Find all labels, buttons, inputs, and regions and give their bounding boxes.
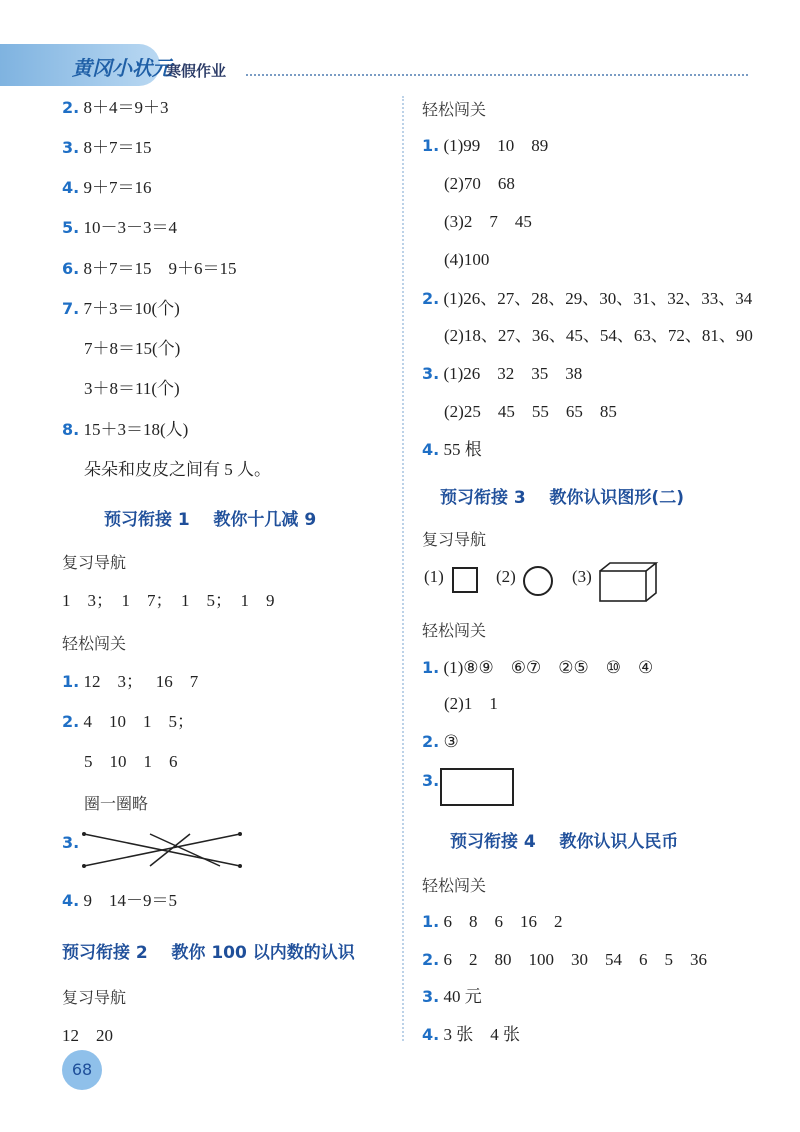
money-answer-4: 4. 3 张 4 张 [422, 1025, 520, 1044]
cuboid-side-face [646, 563, 656, 601]
easy-heading-1: 轻松闯关 [62, 634, 127, 653]
cuboid-shape [598, 561, 660, 603]
answer-7-line3: 3＋8＝11(个) [84, 379, 180, 398]
shape-answer-1-line2: (2)1 1 [444, 694, 498, 713]
shape-answer-2: 2. ③ [422, 732, 459, 751]
right-answer-1: 1. (1)99 10 89 [422, 136, 549, 155]
header-dotted-rule [246, 74, 748, 76]
easy-heading-3: 轻松闯关 [422, 621, 487, 640]
right-answer-1-line3: (3)2 7 45 [444, 212, 532, 231]
match-dot [238, 832, 242, 836]
match-dot [82, 864, 86, 868]
section-title-3: 预习衔接 3 教你认识图形(二) [440, 488, 684, 508]
match-dot [82, 832, 86, 836]
shape-label-3: (3) [572, 567, 592, 586]
money-answer-2: 2. 6 2 80 100 30 54 6 5 36 [422, 950, 707, 969]
review-answer-1: 1 3； 1 7； 1 5； 1 9 [62, 591, 275, 610]
easy-heading-0: 轻松闯关 [422, 100, 487, 119]
answer-2: 2. 8＋4＝9＋3 [62, 98, 169, 117]
matching-lines-figure [80, 826, 250, 872]
shape-answer-3: 3. [422, 771, 440, 790]
easy1-answer-4: 4. 9 14－9＝5 [62, 891, 177, 910]
circle-shape [523, 566, 553, 596]
page-number: 68 [62, 1050, 102, 1090]
section-title-1: 预习衔接 1 教你十几减 9 [104, 510, 317, 530]
answer-8-line2: 朵朵和皮皮之间有 5 人。 [84, 460, 271, 479]
answer-7-line2: 7＋8＝15(个) [84, 339, 181, 358]
shape-label-1: (1) [424, 567, 444, 586]
easy1-answer-2-line2: 5 10 1 6 [84, 752, 178, 771]
easy1-answer-3: 3. [62, 833, 80, 852]
section-title-2: 预习衔接 2 教你 100 以内数的认识 [62, 943, 355, 963]
right-answer-2: 2. (1)26、27、28、29、30、31、32、33、34 [422, 289, 753, 308]
answer-8: 8. 15＋3＝18(人) [62, 420, 189, 439]
shape-label-2: (2) [496, 567, 516, 586]
shape-answer-1: 1. (1)⑧⑨ ⑥⑦ ②⑤ ⑩ ④ [422, 658, 654, 677]
money-answer-3: 3. 40 元 [422, 987, 482, 1006]
money-answer-1: 1. 6 8 6 16 2 [422, 912, 563, 931]
review-heading-1: 复习导航 [62, 553, 127, 572]
right-answer-2-line2: (2)18、27、36、45、54、63、72、81、90 [444, 326, 753, 345]
header-subtitle: 寒假作业 [166, 62, 227, 80]
right-answer-3-line2: (2)25 45 55 65 85 [444, 402, 617, 421]
review-heading-2: 复习导航 [62, 988, 127, 1007]
square-shape [452, 567, 478, 593]
right-answer-4: 4. 55 根 [422, 440, 482, 459]
rectangle-shape [440, 768, 514, 806]
easy-heading-4: 轻松闯关 [422, 876, 487, 895]
easy1-answer-1: 1. 12 3； 16 7 [62, 672, 199, 691]
answer-5: 5. 10－3－3＝4 [62, 218, 177, 237]
easy1-answer-2-note: 圈一圈略 [84, 794, 149, 813]
right-answer-1-line2: (2)70 68 [444, 174, 515, 193]
answer-3: 3. 8＋7＝15 [62, 138, 152, 157]
match-dot [238, 864, 242, 868]
answer-7: 7. 7＋3＝10(个) [62, 299, 180, 318]
right-answer-3: 3. (1)26 32 35 38 [422, 364, 583, 383]
right-answer-1-line4: (4)100 [444, 250, 490, 269]
column-divider [402, 96, 404, 1041]
answer-6: 6. 8＋7＝15 9＋6＝15 [62, 259, 237, 278]
answer-4: 4. 9＋7＝16 [62, 178, 152, 197]
cuboid-top-face [600, 563, 656, 571]
section-title-4: 预习衔接 4 教你认识人民币 [450, 832, 679, 852]
review-heading-3: 复习导航 [422, 530, 487, 549]
review-answer-2: 12 20 [62, 1026, 113, 1045]
easy1-answer-2: 2. 4 10 1 5； [62, 712, 194, 731]
logo: 黄冈小状元 [72, 56, 172, 80]
cuboid-front-face [600, 571, 646, 601]
